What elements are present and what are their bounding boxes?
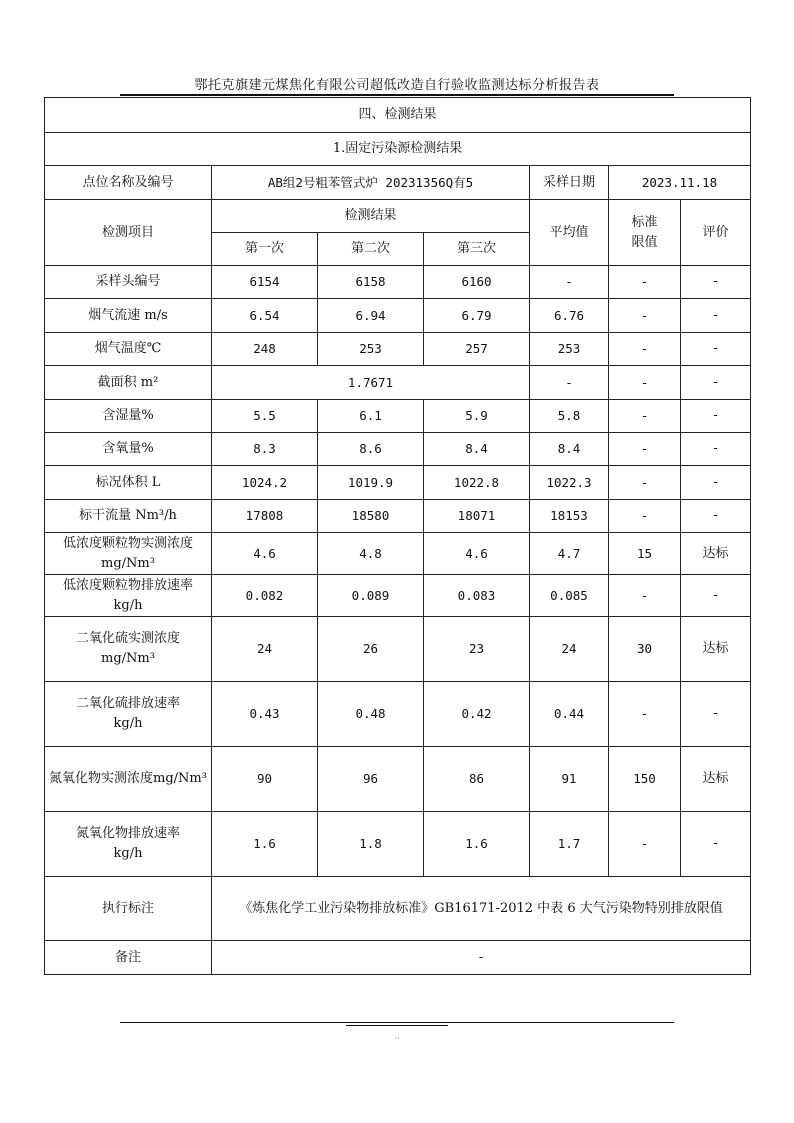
item-name: 含氧量% — [45, 433, 212, 466]
second-value: 18580 — [318, 500, 424, 533]
evaluation-value: 达标 — [681, 747, 751, 812]
average-value: 91 — [530, 747, 609, 812]
table-row — [45, 682, 751, 747]
item-name: 氮氧化物排放速率 kg/h — [45, 812, 212, 877]
point-label: 点位名称及编号 — [45, 166, 212, 200]
section-title-row — [45, 98, 751, 133]
limit-value: - — [609, 333, 681, 366]
header-rule — [120, 94, 674, 96]
first-value: 8.3 — [212, 433, 318, 466]
evaluation-value: - — [681, 812, 751, 877]
remark-value: - — [212, 941, 751, 975]
evaluation-value: - — [681, 466, 751, 500]
third-value: 1022.8 — [424, 466, 530, 500]
section-subtitle-row — [45, 133, 751, 166]
first-value: 1.6 — [212, 812, 318, 877]
item-name: 低浓度颗粒物实测浓度 mg/Nm³ — [45, 533, 212, 575]
table-row — [45, 433, 751, 466]
table-row — [45, 266, 751, 299]
evaluation-value: - — [681, 500, 751, 533]
item-name: 标干流量 Nm³/h — [45, 500, 212, 533]
footer-rule — [120, 1022, 674, 1023]
limit-value: - — [609, 466, 681, 500]
point-value: AB组2号粗苯管式炉 20231356Q有5 — [212, 166, 530, 200]
limit-value: - — [609, 500, 681, 533]
col-results-header: 检测结果 — [212, 200, 530, 233]
table-row — [45, 500, 751, 533]
average-value: 253 — [530, 333, 609, 366]
limit-value: 150 — [609, 747, 681, 812]
third-value: 86 — [424, 747, 530, 812]
first-value: 4.6 — [212, 533, 318, 575]
second-value: 8.6 — [318, 433, 424, 466]
first-value: 5.5 — [212, 400, 318, 433]
table-row — [45, 575, 751, 617]
limit-value: - — [609, 299, 681, 333]
item-name: 标况体积 L — [45, 466, 212, 500]
average-value: 0.44 — [530, 682, 609, 747]
evaluation-value: - — [681, 333, 751, 366]
average-value: 4.7 — [530, 533, 609, 575]
col-evaluation-header: 评价 — [681, 200, 751, 266]
third-value: 0.42 — [424, 682, 530, 747]
second-value: 0.48 — [318, 682, 424, 747]
evaluation-value: 达标 — [681, 533, 751, 575]
table-row — [45, 333, 751, 366]
evaluation-value: - — [681, 299, 751, 333]
evaluation-value: - — [681, 366, 751, 400]
table-row — [45, 533, 751, 575]
evaluation-value: 达标 — [681, 617, 751, 682]
average-value: 0.085 — [530, 575, 609, 617]
average-value: 18153 — [530, 500, 609, 533]
item-name: 二氧化硫实测浓度 mg/Nm³ — [45, 617, 212, 682]
col-second-header: 第二次 — [318, 233, 424, 266]
column-header-row-1 — [45, 200, 751, 233]
item-name: 采样头编号 — [45, 266, 212, 299]
average-value: 1.7 — [530, 812, 609, 877]
table-row — [45, 299, 751, 333]
item-name: 氮氧化物实测浓度mg/Nm³ — [45, 747, 212, 812]
remark-row — [45, 941, 751, 975]
limit-value: 30 — [609, 617, 681, 682]
footer-rule-short — [346, 1025, 448, 1026]
item-name: 烟气温度℃ — [45, 333, 212, 366]
first-value: 1024.2 — [212, 466, 318, 500]
item-name: 二氧化硫排放速率 kg/h — [45, 682, 212, 747]
first-value: 0.082 — [212, 575, 318, 617]
average-value: - — [530, 266, 609, 299]
second-value: 6158 — [318, 266, 424, 299]
average-value: 5.8 — [530, 400, 609, 433]
third-value: 1.6 — [424, 812, 530, 877]
limit-value: - — [609, 812, 681, 877]
first-value: 0.43 — [212, 682, 318, 747]
second-value: 4.8 — [318, 533, 424, 575]
third-value: 18071 — [424, 500, 530, 533]
second-value: 1.8 — [318, 812, 424, 877]
third-value: 8.4 — [424, 433, 530, 466]
limit-value: - — [609, 682, 681, 747]
evaluation-value: - — [681, 575, 751, 617]
col-limit-header: 标准 限值 — [609, 200, 681, 266]
third-value: 6160 — [424, 266, 530, 299]
first-value: 24 — [212, 617, 318, 682]
second-value: 1019.9 — [318, 466, 424, 500]
table-row — [45, 747, 751, 812]
col-item-header: 检测项目 — [45, 200, 212, 266]
third-value: 23 — [424, 617, 530, 682]
average-value: - — [530, 366, 609, 400]
third-value: 257 — [424, 333, 530, 366]
third-value: 4.6 — [424, 533, 530, 575]
standard-row — [45, 877, 751, 941]
evaluation-value: - — [681, 682, 751, 747]
remark-label: 备注 — [45, 941, 212, 975]
second-value: 6.94 — [318, 299, 424, 333]
table-row — [45, 466, 751, 500]
average-value: 1022.3 — [530, 466, 609, 500]
item-name: 含湿量% — [45, 400, 212, 433]
results-table — [44, 97, 751, 975]
merged-value: 1.7671 — [212, 366, 530, 400]
limit-value: 15 — [609, 533, 681, 575]
first-value: 17808 — [212, 500, 318, 533]
second-value: 6.1 — [318, 400, 424, 433]
second-value: 0.089 — [318, 575, 424, 617]
limit-value: - — [609, 266, 681, 299]
first-value: 6154 — [212, 266, 318, 299]
table-row — [45, 400, 751, 433]
report-header-title: 鄂托克旗建元煤焦化有限公司超低改造自行验收监测达标分析报告表 — [194, 78, 600, 93]
item-name: 烟气流速 m/s — [45, 299, 212, 333]
standard-value: 《炼焦化学工业污染物排放标准》GB16171-2012 中表 6 大气污染物特别排放限值 — [212, 877, 751, 941]
second-value: 253 — [318, 333, 424, 366]
date-label: 采样日期 — [530, 166, 609, 200]
third-value: 5.9 — [424, 400, 530, 433]
item-name: 截面积 m² — [45, 366, 212, 400]
first-value: 90 — [212, 747, 318, 812]
point-row — [45, 166, 751, 200]
third-value: 0.083 — [424, 575, 530, 617]
evaluation-value: - — [681, 433, 751, 466]
first-value: 6.54 — [212, 299, 318, 333]
table-row — [45, 812, 751, 877]
table-row — [45, 617, 751, 682]
second-value: 96 — [318, 747, 424, 812]
average-value: 6.76 — [530, 299, 609, 333]
page-mark: ·· — [394, 1034, 400, 1043]
average-value: 8.4 — [530, 433, 609, 466]
limit-value: - — [609, 433, 681, 466]
section-subtitle: 1.固定污染源检测结果 — [45, 133, 751, 166]
col-third-header: 第三次 — [424, 233, 530, 266]
second-value: 26 — [318, 617, 424, 682]
evaluation-value: - — [681, 400, 751, 433]
col-first-header: 第一次 — [212, 233, 318, 266]
table-row — [45, 366, 751, 400]
item-name: 低浓度颗粒物排放速率 kg/h — [45, 575, 212, 617]
limit-value: - — [609, 400, 681, 433]
section-title: 四、检测结果 — [45, 98, 751, 133]
third-value: 6.79 — [424, 299, 530, 333]
evaluation-value: - — [681, 266, 751, 299]
col-average-header: 平均值 — [530, 200, 609, 266]
sampling-date: 2023.11.18 — [609, 166, 751, 200]
average-value: 24 — [530, 617, 609, 682]
first-value: 248 — [212, 333, 318, 366]
limit-value: - — [609, 575, 681, 617]
limit-value: - — [609, 366, 681, 400]
standard-label: 执行标注 — [45, 877, 212, 941]
